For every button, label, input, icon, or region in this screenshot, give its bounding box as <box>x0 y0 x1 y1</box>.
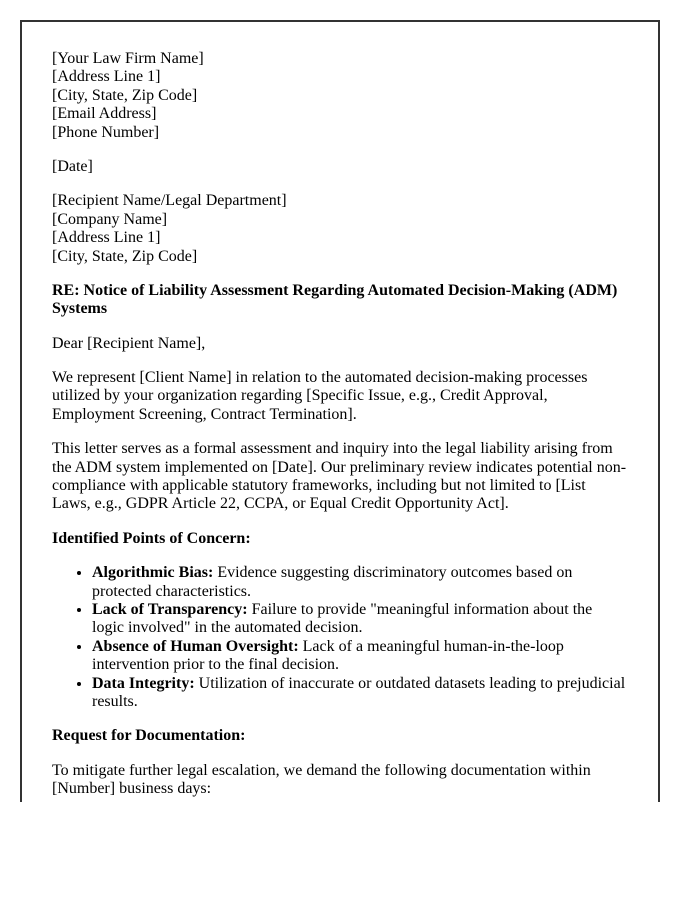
sender-phone: [Phone Number] <box>52 123 160 141</box>
concern-item-data-integrity <box>92 675 628 712</box>
date-line: [Date] <box>52 157 93 175</box>
concern-item-algorithmic-bias <box>92 564 628 601</box>
sender-firm-name: [Your Law Firm Name] <box>52 50 204 67</box>
concern-desc: Evidence suggesting discriminatory outcomes based on protected characteristics. <box>92 564 573 600</box>
recipient-name-line: [Recipient Name/Legal Department] <box>52 192 287 210</box>
sender-city-state-zip: [City, State, Zip Code] <box>52 86 198 104</box>
concern-desc: Utilization of inaccurate or outdated datasets leading to prejudicial results. <box>92 674 626 710</box>
subject-line: RE: Notice of Liability Assessment Regarding Automated Decision-Making (ADM) Systems <box>52 281 618 318</box>
sender-address-line-1: [Address Line 1] <box>52 68 161 86</box>
sender-email: [Email Address] <box>52 105 157 123</box>
concern-desc: Lack of a meaningful human-in-the-loop intervention prior to the final decision. <box>92 637 564 674</box>
paragraph-request: To mitigate further legal escalation, we demand the following documentation within [Number] business days: <box>52 761 591 798</box>
concern-term: Absence of Human Oversight: <box>92 637 299 655</box>
paragraph-assessment: This letter serves as a formal assessment and inquiry into the legal liability arising from the ADM system implemented on [Date]. Our preliminary review indicates potential non-compliance with applicable statutory frameworks, including but not limited to [List Laws, e.g., GDPR Article 22, CCPA, or Equal Credit Opportunity Act]. <box>52 440 627 513</box>
concern-term: Data Integrity: <box>92 674 195 692</box>
concern-item-absence-of-human-oversight <box>92 638 628 675</box>
recipient-address-block <box>52 192 628 266</box>
sender-address-block <box>52 50 628 142</box>
concerns-heading: Identified Points of Concern: <box>52 529 251 547</box>
concerns-list <box>52 564 628 711</box>
concern-term: Lack of Transparency: <box>92 600 248 618</box>
concern-item-lack-of-transparency <box>92 601 628 638</box>
paragraph-representation: We represent [Client Name] in relation to the automated decision-making processes utilized by your organization regarding [Specific Issue, e.g., Credit Approval, Employment Screening, Contract Termination]. <box>52 369 588 423</box>
recipient-company: [Company Name] <box>52 210 168 228</box>
letter-document <box>20 20 660 802</box>
recipient-city-state-zip: [City, State, Zip Code] <box>52 247 198 265</box>
concern-desc: Failure to provide "meaningful information about the logic involved" in the automated decision. <box>92 600 593 637</box>
recipient-address-line-1: [Address Line 1] <box>52 229 161 247</box>
request-heading: Request for Documentation: <box>52 727 246 745</box>
concern-term: Algorithmic Bias: <box>92 564 214 582</box>
salutation: Dear [Recipient Name], <box>52 334 206 352</box>
